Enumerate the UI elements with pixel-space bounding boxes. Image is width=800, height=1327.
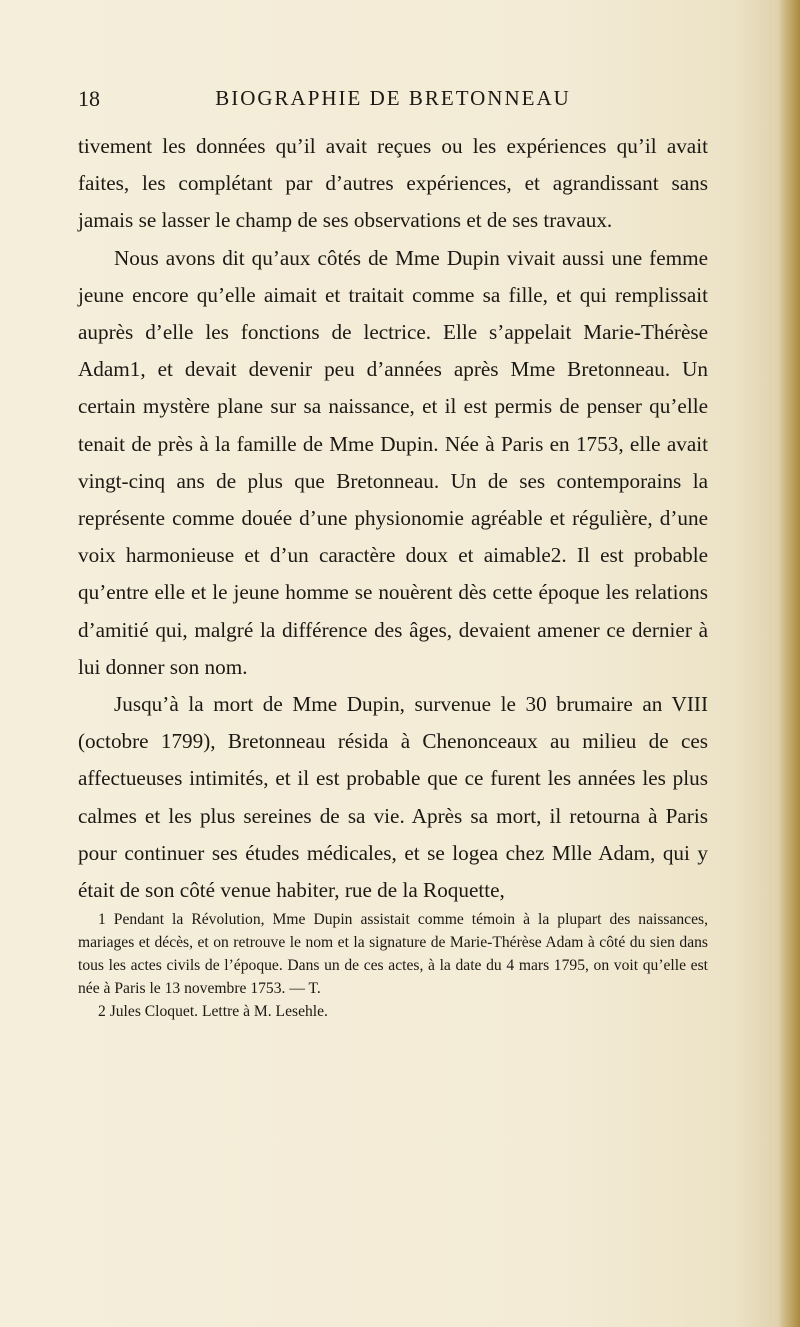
paragraph-2: Nous avons dit qu’aux côtés de Mme Dupin vivait aussi une femme jeune encore qu’elle aimait et traitait comme sa fille, et qui remplissait auprès d’elle les fonctions de lectrice. Elle s’appelait Marie-Thérèse Adam1, et devait devenir peu d’années après Mme Bretonneau. Un certain mystère plane sur sa naissance, et il est permis de penser qu’elle tenait de près à la famille de Mme Dupin. Née à Paris en 1753, elle avait vingt-cinq ans de plus que Bretonneau. Un de ses contemporains la représente comme douée d’une physionomie agréable et régulière, d’une voix harmonieuse et d’un caractère doux et aimable2. Il est probable qu’entre elle et le jeune homme se nouèrent dès cette époque les relations d’amitié qui, malgré la différence des âges, devaient amener ce dernier à lui donner son nom. (78, 245, 708, 679)
page-edge (778, 0, 800, 1327)
paragraph-1: tivement les données qu’il avait reçues ou les expériences qu’il avait faites, les complétant par d’autres expériences, et agrandissant sans jamais se lasser le champ de ses observations et de ses travaux. (78, 134, 708, 233)
running-title: BIOGRAPHIE DE BRETONNEAU (215, 86, 571, 110)
body-text (78, 128, 708, 909)
page-header (78, 86, 708, 116)
page-number: 18 (78, 86, 100, 111)
footnote-2: 2 Jules Cloquet. Lettre à M. Lesehle. (98, 1003, 328, 1020)
paragraph-3: Jusqu’à la mort de Mme Dupin, survenue le 30 brumaire an VIII (octobre 1799), Bretonneau résida à Chenonceaux au milieu de ces affectueuses intimités, et il est probable que ce furent les années les plus calmes et les plus sereines de sa vie. Après sa mort, il retourna à Paris pour continuer ses études médicales, et se logea chez Mlle Adam, qui y était de son côté venue habiter, rue de la Roquette, (78, 692, 708, 903)
footnotes (78, 908, 708, 1023)
footnote-1: 1 Pendant la Révolution, Mme Dupin assistait comme témoin à la plupart des naissances, mariages et décès, et on retrouve le nom et la signature de Marie-Thérèse Adam à côté du sien dans tous les actes civils de l’époque. Dans un de ces actes, à la date du 4 mars 1795, on voit qu’elle est née à Paris le 13 novembre 1753. — T. (78, 911, 708, 997)
